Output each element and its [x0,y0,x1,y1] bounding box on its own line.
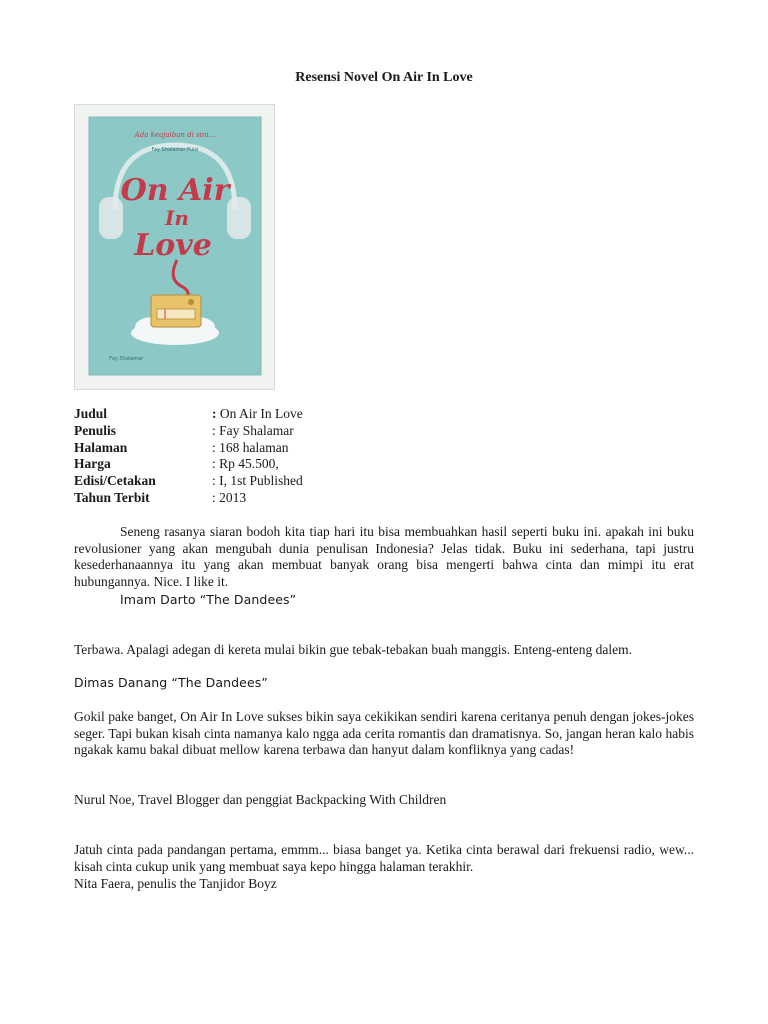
review-3-text: Gokil pake banget, On Air In Love sukses bikin saya cekikikan sendiri karena ceritanya penuh dengan jokes-jokes seger. Tapi bukan kisah cinta namanya kalo ngga ada cerita romantis dan dramatisnya. So, jangan heran kalo habis ngakak kamu bakal dibuat mellow karena terbawa dan hanyut dalam konfliknya yang cadas! [74,709,694,758]
detail-row-penulis: Penulis : Fay Shalamar [74,422,294,438]
detail-row-halaman: Halaman : 168 halaman [74,439,289,455]
detail-value: 2013 [219,489,247,505]
detail-row-harga: Harga : Rp 45.500, [74,456,279,472]
review-2-text: Terbawa. Apalagi adegan di kereta mulai bikin gue tebak-tebakan buah manggis. Enteng-enteng dalem. [74,642,632,657]
detail-row-judul: Judul : On Air In Love [74,406,303,421]
detail-label: Harga [74,456,111,472]
detail-label: Tahun Terbit [74,489,150,505]
book-details [74,406,394,507]
cover-title-line2: In [165,206,189,230]
review-1-author: Imam Darto “The Dandees” [120,592,297,607]
document-title: Resensi Novel On Air In Love [295,70,473,85]
detail-label: Judul [74,406,108,421]
review-4-author: Nita Faera, penulis the Tanjidor Boyz [74,876,277,891]
detail-label: Penulis [74,422,117,438]
review-1-text: Seneng rasanya siaran bodoh kita tiap hari itu bisa membuahkan hasil seperti buku ini. apakah ini buku revolusioner yang akan mengubah dunia penulisan Indonesia? Jelas tidak. Buku ini sederhana, tapi justru kesederhanaannya itu yang akan membuat banyak orang bisa mengerti bahwa cinta dan mimpi itu erat hubungannya. Nice. I like it. [74,524,694,589]
cover-author: Fay Shalamar [109,356,144,362]
detail-value: I, 1st Published [219,473,303,489]
detail-row-edisi: Edisi/Cetakan : I, 1st Published [74,473,303,489]
detail-value: Rp 45.500, [219,456,279,472]
cover-subtitle: Fay Shalamar Puisi [151,147,199,153]
detail-row-tahun: Tahun Terbit : 2013 [74,489,247,505]
cover-tagline: Ada keajaiban di sini... [134,131,216,139]
detail-value: Fay Shalamar [219,422,294,438]
review-2-author: Dimas Danang “The Dandees” [74,675,268,690]
review-3-author: Nurul Noe, Travel Blogger dan penggiat Backpacking With Children [74,792,447,807]
detail-label: Halaman [74,439,128,455]
cover-title-line1: On Air [120,173,230,208]
detail-value: 168 halaman [219,439,289,455]
cover-title-line3: Love [134,228,212,263]
detail-value: On Air In Love [219,406,303,421]
book-cover-image [74,104,275,390]
review-4-text: Jatuh cinta pada pandangan pertama, emmm... biasa banget ya. Ketika cinta berawal dari frekuensi radio, wew... kisah cinta cukup unik yang membuat saya kepo hingga halaman terakhir. [74,842,694,874]
detail-label: Edisi/Cetakan [74,473,156,489]
